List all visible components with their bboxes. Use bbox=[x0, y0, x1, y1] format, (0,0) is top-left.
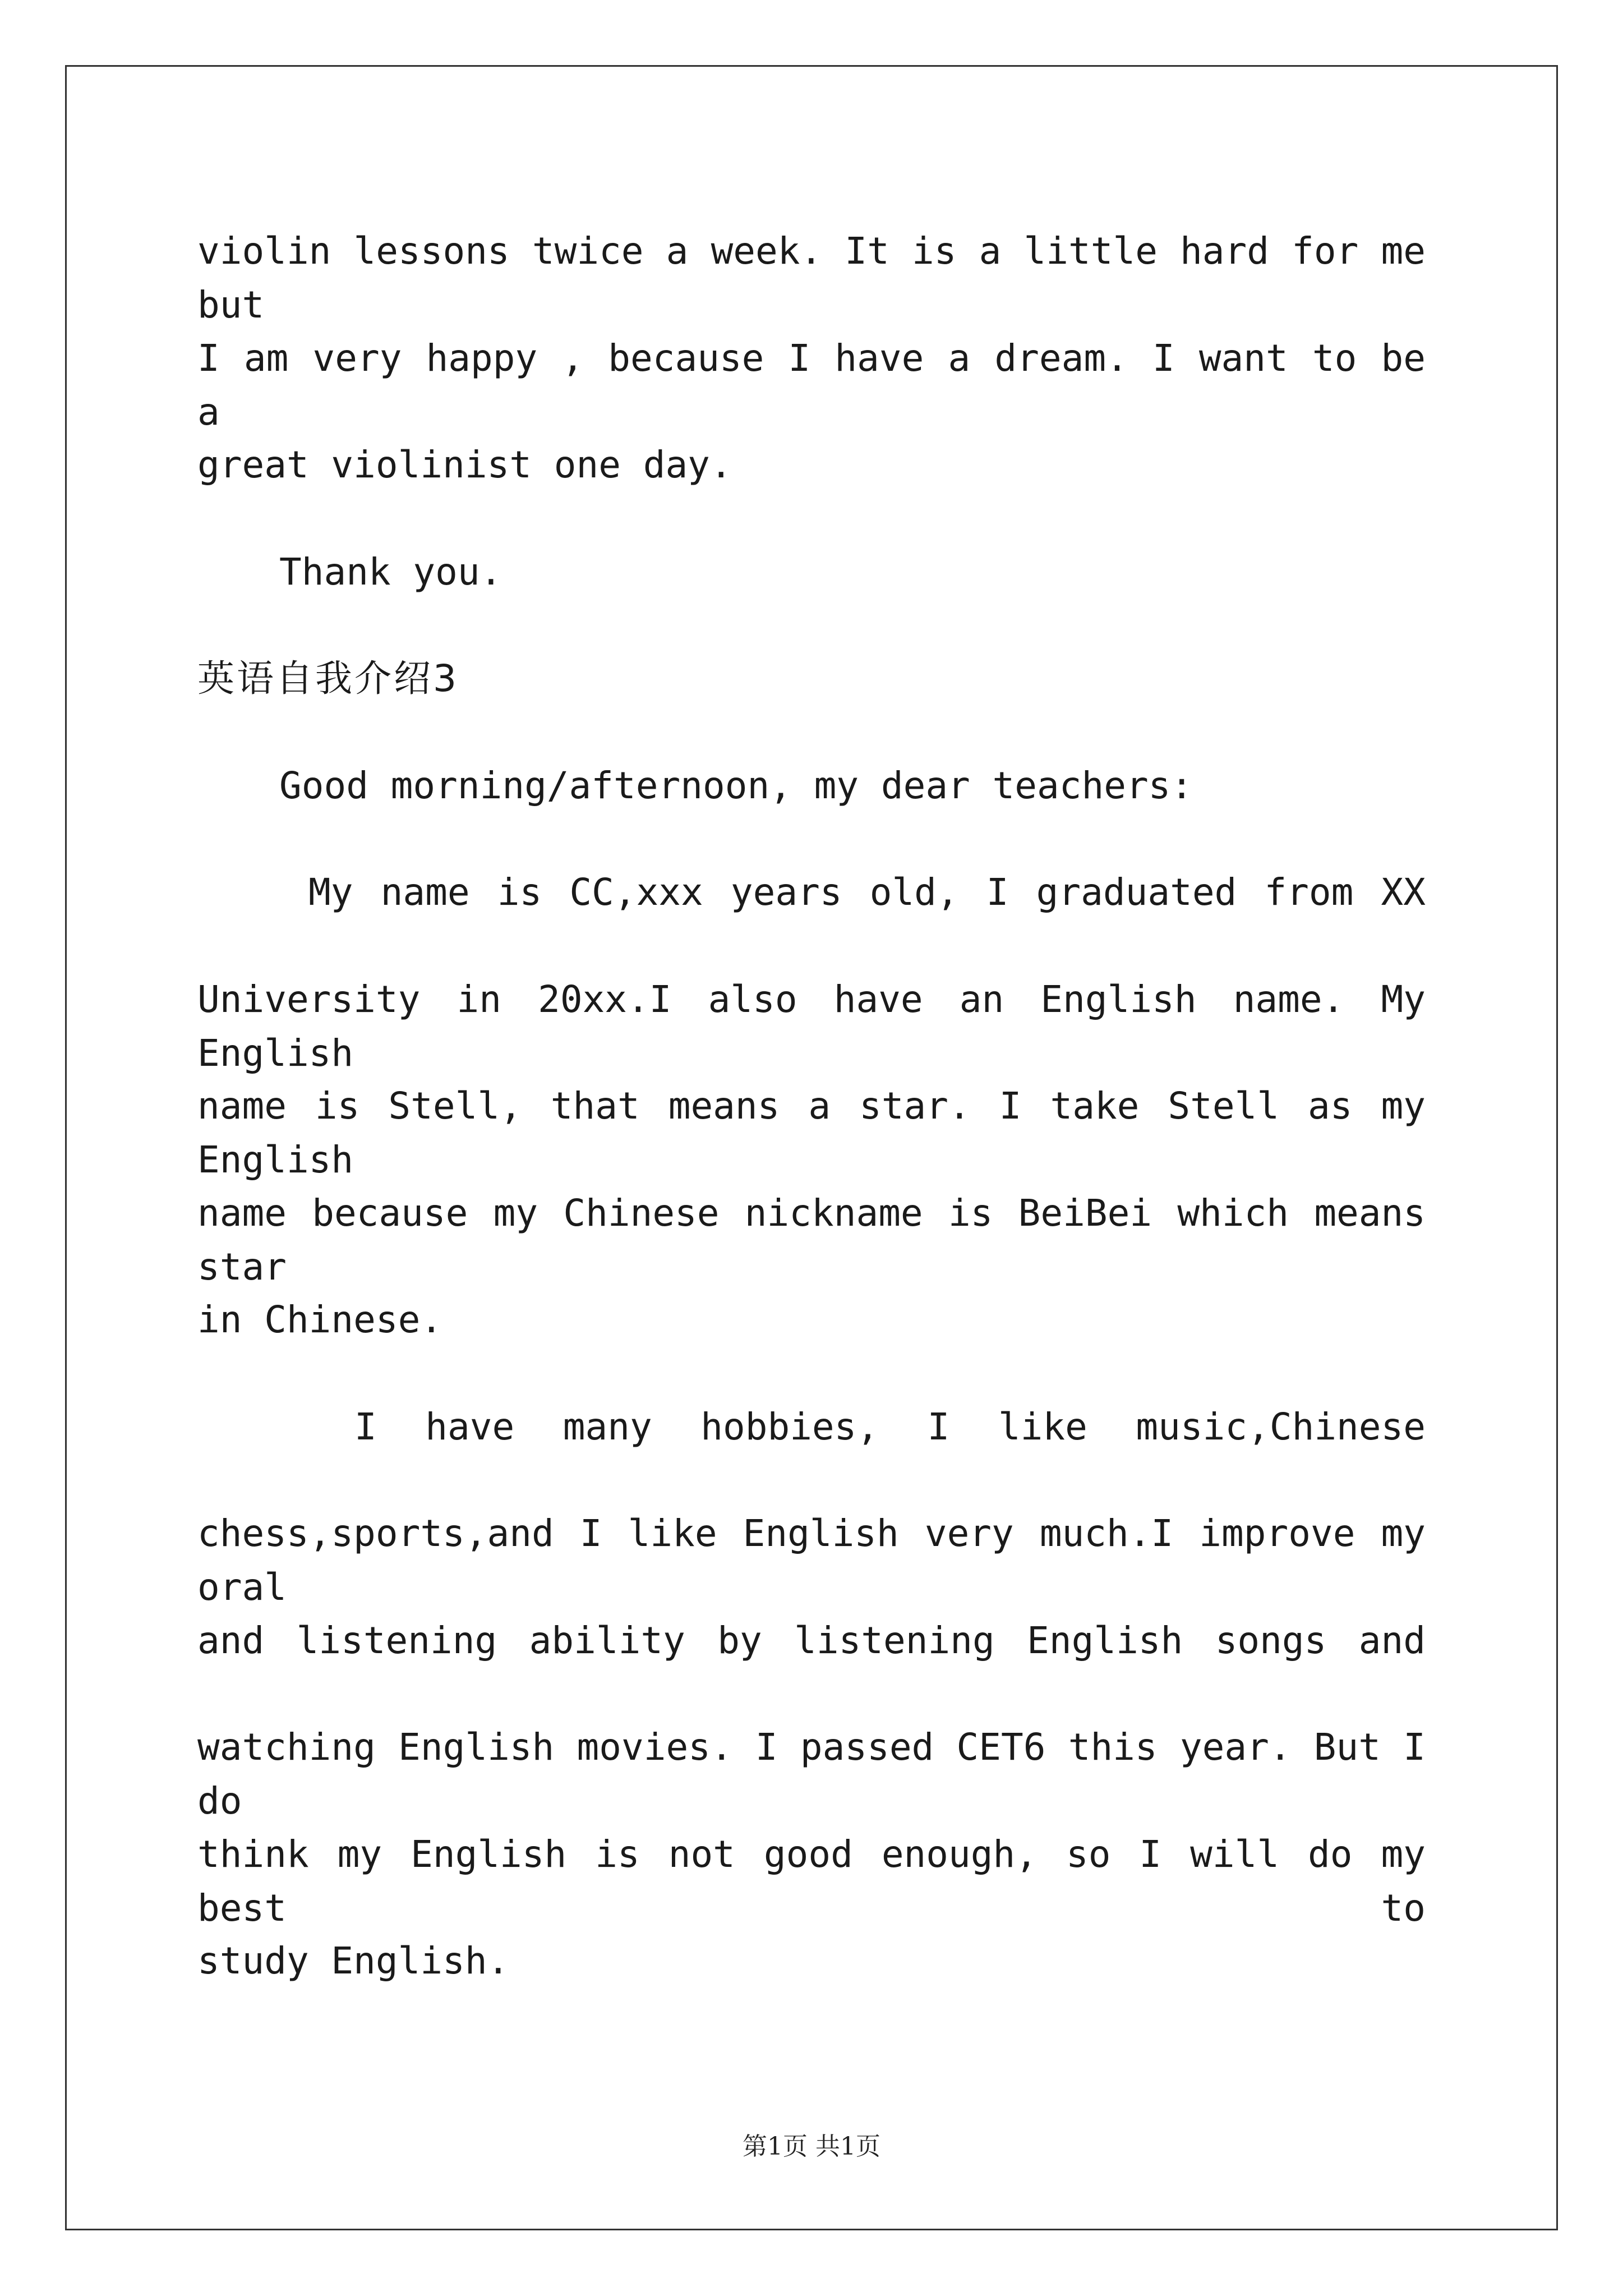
text-line: watching English movies. I passed CET6 this year. But I do bbox=[197, 1726, 1426, 1823]
closing-line: Thank you. bbox=[279, 550, 502, 593]
text-line: I am very happy , because I have a dream. I want to be a bbox=[197, 336, 1426, 434]
text-line: great violinist one day. bbox=[197, 443, 732, 486]
text-line: violin lessons twice a week. It is a little hard for me but bbox=[197, 229, 1426, 326]
text-line: name is Stell, that means a star. I take Stell as my English bbox=[197, 1084, 1426, 1181]
text-line: in Chinese. bbox=[197, 1298, 443, 1341]
text-line: think my English is not good enough, so I will do my best to bbox=[197, 1832, 1426, 1930]
text-line: study English. bbox=[197, 1939, 510, 1982]
text-line: My name is CC,xxx years old, I graduated from XX bbox=[308, 871, 1426, 914]
section-heading: 英语自我介绍3 bbox=[197, 657, 459, 700]
text-line: University in 20xx.I also have an English name. My English bbox=[197, 977, 1426, 1075]
greeting-line: Good morning/afternoon, my dear teachers: bbox=[279, 763, 1193, 807]
text-line: name because my Chinese nickname is BeiBei which means star bbox=[197, 1191, 1426, 1289]
text-line: chess,sports,and I like English very much.I improve my oral bbox=[197, 1512, 1426, 1609]
text-line: I have many hobbies, I like music,Chinese bbox=[354, 1405, 1426, 1448]
document-body bbox=[197, 224, 1426, 2041]
page-footer: 第1页 共1页 bbox=[743, 2132, 880, 2161]
text-line: and listening ability by listening English songs and bbox=[197, 1618, 1426, 1662]
